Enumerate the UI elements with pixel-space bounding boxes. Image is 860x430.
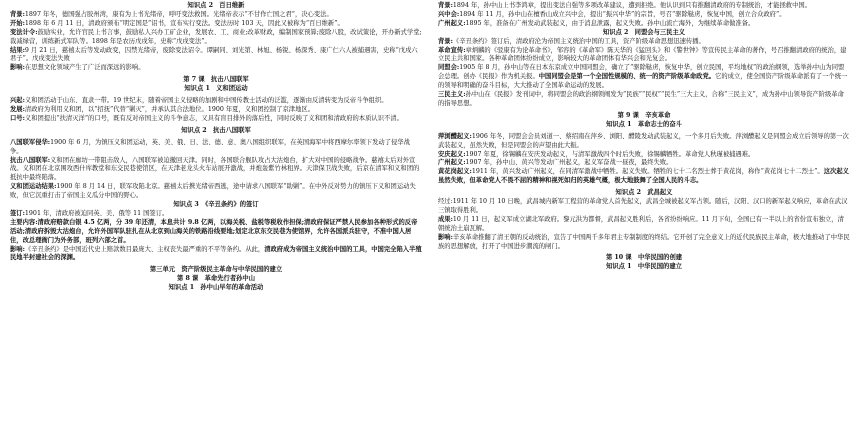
paragraph-label: 影响: [438,233,453,241]
paragraph [438,2,850,11]
paragraph-label: 开始: [10,19,25,27]
paragraph [438,11,850,20]
paragraph-text: 1907 年夏，徐锡麟在安庆发动起义，与清军激战四个时后失败，徐锡麟牺牲。革命党人秋瑾被捕遇难。 [465,150,755,158]
paragraph [438,91,850,109]
left-column [10,2,422,293]
paragraph-label: 背景: [438,37,453,45]
paragraph-text: 在思想文化领域产生了广泛而深远的影响。 [24,64,145,72]
section-heading: 知识点 3 《辛丑条约》的签订 [173,201,259,209]
paragraph-text: 1907 年，孙中山、黄兴等发动广州起义，起义军奋战一昼夜，最终失败。 [465,159,673,167]
paragraph [10,47,422,65]
paragraph [10,106,422,115]
paragraph [10,210,422,219]
paragraph-label: 黄花岗起义: [438,168,472,176]
paragraph-label: 签订: [10,209,25,217]
paragraph-label: 安庆起义: [438,150,466,158]
paragraph-text: 义和团活动于山东、直隶一带。19 世纪末，随着帝国主义侵略的加剧和中国传教士活动的泛滥，逐渐由反清转变为反帝斗争组织。 [24,97,388,105]
paragraph-text: 1894 年，孙中山上书李鸿章，提出变法自强等多项改革建议，遭到拒绝。他认识到只有推翻清政府的专制统治，才能拯救中国。 [452,2,811,9]
paragraph-label: 萍浏醴起义: [438,132,472,140]
paragraph-label: 抗击八国联军: [10,156,51,164]
paragraph [438,198,850,216]
paragraph-text: 10 月 11 日，起义军成立湖北军政府。黎元洪为都督，武昌起义胜利后，各省纷纷响应。11 月下旬，全国已有一半以上的省份宣布独立，清朝统治土崩瓦解。 [438,215,844,232]
paragraph [438,159,850,168]
paragraph-text: 清政府赔款白银 4.5 亿两，分 39 年还清，本息共计 9.8 亿两，以海关税、盐税等税收作担保;清政府保证严禁人民参加各种形式的反帝活动;清政府拆毁大沽炮台，允许外国军队驻扎在从北京到山海关的铁路沿线要地;划定北京东交民巷为使馆界，允许各国派兵驻守，不准中国人居住，改总理衙门为外务部，班列六部之首。 [10,218,418,244]
paragraph-text: 9 月 21 日，慈禧太后等发动政变，囚禁光绪帝，废除变法诏令。谭嗣同、刘光第、林旭、杨锐、杨深秀、康广仁六人被捕遇害，史称“戊戌六君子”。戊戌变法失败 [10,46,418,63]
paragraph [10,29,422,47]
paragraph-label: 革命宣传: [438,46,466,54]
paragraph-text: 1900 年 6 月，为镇压义和团运动，英、美、俄、日、法、德、意、奥八国组织联军，在英国海军中将西摩尔率领下发动了侵华战争。 [10,138,410,155]
right-column [438,2,850,272]
paragraph-text-bold: 中国同盟会是第一个全国性规模的、统一的资产阶级革命政党。 [538,73,716,81]
paragraph [10,157,422,184]
paragraph-text: 义和团在廊坊一带阻击敌人，八国联军被迫撤回天津。同时，各国联合舰队攻占大沽炮台，扩大对中国的侵略战争。慈禧太后对外宣战。义和团在北京围攻西什库教堂和东交民巷使馆区，在天津老龙头火车站展开激战，并炮轰紫竹林租界。天津保卫战失败，后京在清军和义和团的抵抗中最终陷落。 [10,156,420,182]
paragraph-label: 背景: [10,10,25,18]
paragraph [10,246,422,264]
paragraph [10,11,422,20]
paragraph-label: 成果: [438,215,453,223]
paragraph [438,38,850,47]
paragraph-label: 结果: [10,46,25,54]
section-heading: 知识点 1 孙中山早年的革命活动 [168,284,264,292]
paragraph-text: 1894 年 11 月，孙中山在檀香山成立兴中会，提出“振兴中华”的宗旨，号召“驱除鞑虏，恢复中国，创立合众政府”。 [459,10,786,18]
section-heading: 知识点 2 抗击八国联军 [181,126,251,134]
paragraph-label: 义和团运动结果: [10,183,57,191]
paragraph-text: 《辛丑条约》签订后，清政府沦为帝国主义统治中国的工具，资产阶级革命思想迅速传播。 [452,37,705,45]
paragraph-label: 八国联军侵华: [10,138,51,146]
paragraph-label: 影响: [10,245,25,253]
paragraph-label: 兴起: [10,97,25,105]
paragraph [10,219,422,246]
paragraph [438,216,850,234]
paragraph-text: 1901 年，清政府被迫同英、美、俄等 11 国签订。 [24,209,169,217]
paragraph-text: 辛亥革命推翻了清王朝的反动统治，宣告了中国两千多年君主专制制度的终结。它开创了完全意义上的近代民族民主革命，极大地推动了中华民族的思想解放，打开了中国进步潮流的闸门。 [438,233,850,250]
paragraph-text: 清政府为利用义和团，以“招抚”代替“剿灭”，并承认其合法地位。1900 年夏，义和团控制了京津地区。 [24,105,314,113]
paragraph-text: 1897 年冬，德国强占胶州湾，康有为上书光绪帝，呼吁变法救国。光绪帝表示“不甘作亡国之君”，决心变法。 [24,10,333,18]
paragraph-label: 同盟会: [438,64,460,72]
section-heading: 知识点 1 革命志士的奋斗 [606,120,682,128]
paragraph [438,133,850,151]
paragraph-text-plain: 1911 年，黄兴发动广州起义，在同清军激战中牺牲。起义失败。牺牲的七十二名烈士葬于黄花岗，称作“黄花岗七十二烈士”。 [471,168,824,176]
paragraph-text-bold: 清政府成为帝国主义统治中国的工具，中国完全陷入半殖民地半封建社会的深渊。 [10,245,422,262]
paragraph [438,47,850,65]
paragraph-label: 广州起义: [438,159,466,167]
paragraph [438,168,850,186]
section-heading: 第 8 课 革命先行者孙中山 [176,275,256,283]
paragraph-label: 变法计令: [10,28,38,36]
paragraph-text: 章炳麟的《驳康有为论革命书》，邹容的《革命军》陈天华的《猛回头》和《警世钟》等宣传民主革命的著作，号召推翻清政府的统治，建立民主共和国家。各种革命团体纷纷成立，影响较大的革命团体有华兴会和光复会。 [438,46,847,63]
section-heading: 知识点 2 百日维新 [187,2,245,9]
paragraph-label: 三民主义: [438,91,466,99]
paragraph-text: 1906 年冬，同盟会会员刘道一、蔡绍南在萍乡、浏阳、醴陵发动武装起义，一个多月后失败。萍浏醴起义是同盟会成立后领导的第一次武装起义，虽然失败，但是同盟会的声望由此大振。 [438,132,849,149]
paragraph-text-plain: 1905 年 8 月，孙中山等在日本东京成立中国同盟会，确立了“驱除鞑虏，恢复中华，创立民国，平均地权”的政治纲领，选举孙中山为同盟会总理。创办《民报》作为机关报。 [438,64,845,81]
paragraph [438,64,850,91]
section-heading: 第 10 课 中华民国的创建 [605,254,683,262]
section-heading: 第 7 课 抗击八国联军 [183,76,249,84]
paragraph [438,234,850,252]
paragraph-text: 经过:1911 年 10 月 10 日晚，武昌城内新军工程营的革命党人首先起义，武昌全城被起义军占领。随后，汉阳、汉口的新军起义响应，革命在武汉三镇取得胜利。 [438,198,848,214]
section-heading: 知识点 2 武昌起义 [615,189,673,197]
paragraph [438,20,850,29]
paragraph [10,97,422,106]
paragraph-text: 1895 年，准备在广州发动武装起义，由于消息泄露，起义失败。孙中山流亡海外，为继续革命做准备。 [465,19,755,27]
paragraph-text: 孙中山在《民报》发刊词中，将同盟会的政治纲领阐发为“民族”“民权”“民生”三大主义，合称“三民主义”，成为孙中山领导资产阶级革命的指导思想。 [438,91,844,107]
paragraph-label: 影响: [10,64,25,72]
paragraph [10,183,422,201]
paragraph-label: 兴中会: [438,10,460,18]
paragraph-label: 发展: [10,105,25,113]
paragraph [10,115,422,124]
paragraph [10,139,422,157]
paragraph-text-bold: 这次起义虽然失败，但革命党人不畏不屈的精神和视死如归的英雄气概，极大地鼓舞了全国人民的斗志。 [438,168,849,185]
section-heading: 知识点 1 义和团运动 [184,85,248,93]
paragraph-text: 1900 年 8 月 14 日，联军攻陷北京。慈禧太后携光绪帝西逃，途中请求八国联军“助剿”。在中外反对势力的镇压下义和团运动失败，但它沉重打击了帝国主义瓜分中国的野心。 [10,183,416,200]
section-heading: 知识点 1 中华民国的建立 [606,263,682,271]
section-heading: 知识点 2 同盟会与三民主义 [602,28,686,36]
paragraph-text: 1898 年 6 月 11 日，清政府颁布“明定国是”诏书，宣布实行变法。变法历时 103 天，因此又被称为“百日维新”。 [24,19,344,27]
paragraph-label: 广州起义: [438,19,466,27]
paragraph [10,20,422,29]
paragraph-text: 义和团提出“扶清灭洋”的口号，既有反对帝国主义的斗争意志，又具有盲目排外的落后性，同时反映了义和团和清政府的本质认识不清。 [24,114,403,122]
section-heading: 第 9 课 辛亥革命 [617,111,671,119]
section-heading: 第三单元 资产阶级民主革命与中华民国的建立 [149,266,283,274]
paragraph-text-plain: 《辛丑条约》是中国近代史上赔款数目最庞大、主权丧失最严重的不平等条约。从此， [24,245,265,253]
paragraph-label: 背景: [438,2,453,9]
paragraph-label: 主要内容: [10,218,38,226]
paragraph-text-plain: 它的成立，使全国资产阶级革命派有了一个统一的领导和明确的奋斗目标，大大推动了全国革命运动的发展。 [438,73,848,90]
paragraph-label: 口号: [10,114,25,122]
paragraph-text: 鼓励实业，允许官民上书言事，鼓励私人兴办工矿企业，发展农、工、商业;改革财政，编制国家预算;废除八股，改试策论，开办新式学堂;裁减绿营，训练新式军队等。1898 年是农历戊戌年，史称“戊戌变法”。 [10,28,422,45]
paragraph [10,64,422,73]
